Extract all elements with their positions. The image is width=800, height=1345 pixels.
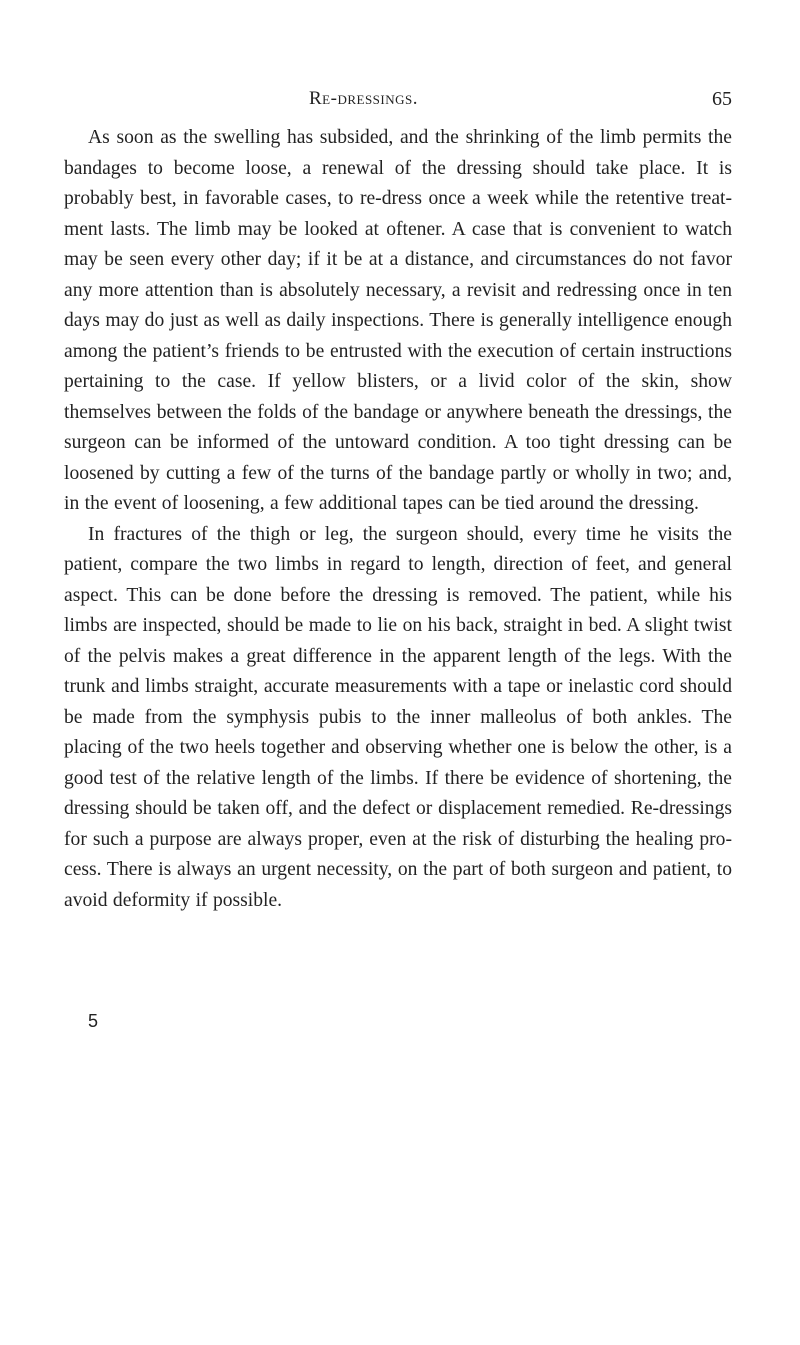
paragraph-redressing-schedule: As soon as the swelling has subsided, and the shrinking of the limb permits the bandages to become loose, a renewal of the dressing should take place. It is probably best, in favorable cases, to re-dress once a week while the retentive treatment lasts. The limb may be looked at oftener. A case that is convenient to watch may be seen every other day; if it be at a distance, and circumstances do not favor any more attention than is absolutely necessary, a revisit and redressing once in ten days may do just as well as daily inspections. There is generally intelligence enough among the patient’s friends to be entrusted with the execution of certain instructions pertaining to the case. If yellow blisters, or a livid color of the skin, show themselves between the folds of the bandage or anywhere beneath the dressings, the surgeon can be informed of the untoward condition. A too tight dressing can be loosened by cutting a few of the turns of the bandage partly or wholly in two; and, in the event of loosening, a few additional tapes can be tied around the dressing. xyxy=(64,127,732,514)
body-text xyxy=(64,123,732,916)
signature-mark: 5 xyxy=(88,1011,99,1031)
page-number: 65 xyxy=(712,88,732,110)
running-title: Re-dressings. xyxy=(309,88,418,109)
running-head xyxy=(64,88,732,114)
paragraph-fracture-inspection: In fractures of the thigh or leg, the surgeon should, every time he visits the patient, compare the two limbs in regard to length, direction of feet, and general aspect. This can be done before the dressing is removed. The patient, while his limbs are inspected, should be made to lie on his back, straight in bed. A slight twist of the pelvis makes a great difference in the apparent length of the legs. With the trunk and limbs straight, accurate measurements with a tape or inelastic cord should be made from the symphysis pubis to the inner malleolus of both ankles. The placing of the two heels together and observing whether one is below the other, is a good test of the relative length of the limbs. If there be evidence of shortening, the dressing should be taken off, and the defect or displacement remedied. Re-dressings for such a purpose are always proper, even at the risk of disturbing the healing process. There is always an urgent necessity, on the part of both surgeon and patient, to avoid deformity if possible. xyxy=(64,523,732,911)
